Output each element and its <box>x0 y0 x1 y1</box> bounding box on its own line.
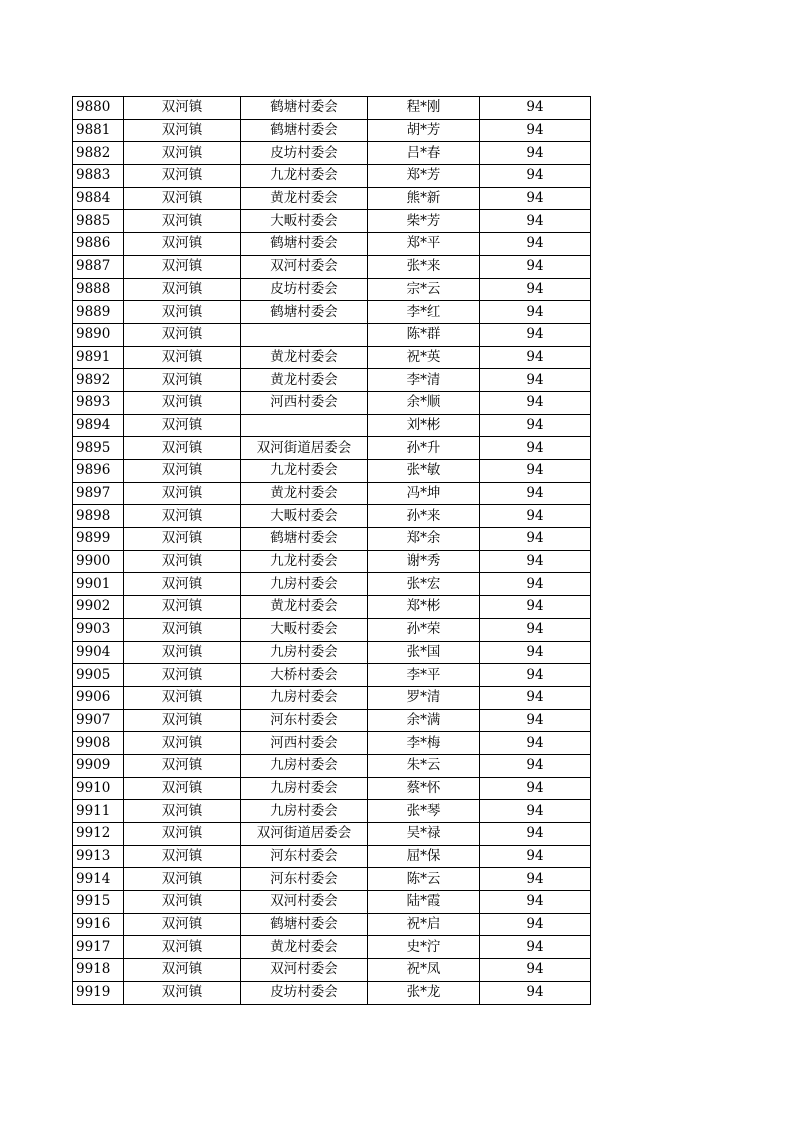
score-cell: 94 <box>480 391 591 414</box>
town-cell: 双河镇 <box>124 550 241 573</box>
town-cell: 双河镇 <box>124 845 241 868</box>
town-cell: 双河镇 <box>124 754 241 777</box>
town-cell: 双河镇 <box>124 505 241 528</box>
town-cell: 双河镇 <box>124 709 241 732</box>
person-name-cell: 朱*云 <box>368 754 480 777</box>
score-cell: 94 <box>480 323 591 346</box>
town-cell: 双河镇 <box>124 460 241 483</box>
village-cell: 九房村委会 <box>241 777 368 800</box>
table-row <box>73 868 591 891</box>
serial-number-cell: 9896 <box>73 460 124 483</box>
serial-number-cell: 9881 <box>73 119 124 142</box>
town-cell: 双河镇 <box>124 800 241 823</box>
table-row <box>73 414 591 437</box>
serial-number-cell: 9919 <box>73 981 124 1004</box>
town-cell: 双河镇 <box>124 913 241 936</box>
table-row <box>73 936 591 959</box>
score-cell: 94 <box>480 845 591 868</box>
person-name-cell: 吴*禄 <box>368 823 480 846</box>
table-row <box>73 165 591 188</box>
person-name-cell: 胡*芳 <box>368 119 480 142</box>
table-row <box>73 97 591 120</box>
person-name-cell: 孙*来 <box>368 505 480 528</box>
table-row <box>73 369 591 392</box>
score-cell: 94 <box>480 233 591 256</box>
table-row <box>73 981 591 1004</box>
person-name-cell: 张*宏 <box>368 573 480 596</box>
village-cell: 九房村委会 <box>241 573 368 596</box>
town-cell: 双河镇 <box>124 891 241 914</box>
serial-number-cell: 9902 <box>73 596 124 619</box>
village-cell: 九房村委会 <box>241 754 368 777</box>
table-row <box>73 187 591 210</box>
table-row <box>73 573 591 596</box>
village-cell: 皮坊村委会 <box>241 142 368 165</box>
village-cell: 大桥村委会 <box>241 664 368 687</box>
person-name-cell: 余*满 <box>368 709 480 732</box>
score-cell: 94 <box>480 301 591 324</box>
town-cell: 双河镇 <box>124 868 241 891</box>
town-cell: 双河镇 <box>124 414 241 437</box>
serial-number-cell: 9907 <box>73 709 124 732</box>
person-name-cell: 郑*余 <box>368 528 480 551</box>
person-name-cell: 陈*群 <box>368 323 480 346</box>
score-cell: 94 <box>480 210 591 233</box>
village-cell: 皮坊村委会 <box>241 981 368 1004</box>
serial-number-cell: 9890 <box>73 323 124 346</box>
score-cell: 94 <box>480 686 591 709</box>
score-cell: 94 <box>480 255 591 278</box>
table-row <box>73 233 591 256</box>
table-row <box>73 596 591 619</box>
person-name-cell: 陈*云 <box>368 868 480 891</box>
serial-number-cell: 9905 <box>73 664 124 687</box>
serial-number-cell: 9880 <box>73 97 124 120</box>
person-name-cell: 吕*春 <box>368 142 480 165</box>
serial-number-cell: 9909 <box>73 754 124 777</box>
table-row <box>73 482 591 505</box>
village-cell: 九房村委会 <box>241 686 368 709</box>
table-row <box>73 505 591 528</box>
village-cell: 九龙村委会 <box>241 550 368 573</box>
serial-number-cell: 9915 <box>73 891 124 914</box>
person-name-cell: 李*平 <box>368 664 480 687</box>
town-cell: 双河镇 <box>124 369 241 392</box>
person-name-cell: 张*敏 <box>368 460 480 483</box>
person-name-cell: 柴*芳 <box>368 210 480 233</box>
serial-number-cell: 9911 <box>73 800 124 823</box>
village-cell: 双河村委会 <box>241 959 368 982</box>
village-cell: 黄龙村委会 <box>241 346 368 369</box>
person-name-cell: 冯*坤 <box>368 482 480 505</box>
person-name-cell: 孙*升 <box>368 437 480 460</box>
person-name-cell: 程*刚 <box>368 97 480 120</box>
town-cell: 双河镇 <box>124 959 241 982</box>
village-cell <box>241 414 368 437</box>
town-cell: 双河镇 <box>124 641 241 664</box>
score-cell: 94 <box>480 528 591 551</box>
village-cell: 九龙村委会 <box>241 460 368 483</box>
serial-number-cell: 9903 <box>73 618 124 641</box>
person-name-cell: 李*红 <box>368 301 480 324</box>
town-cell: 双河镇 <box>124 936 241 959</box>
serial-number-cell: 9910 <box>73 777 124 800</box>
town-cell: 双河镇 <box>124 255 241 278</box>
table-row <box>73 119 591 142</box>
village-cell: 河东村委会 <box>241 868 368 891</box>
person-name-cell: 陆*霞 <box>368 891 480 914</box>
score-cell: 94 <box>480 187 591 210</box>
score-cell: 94 <box>480 913 591 936</box>
person-name-cell: 谢*秀 <box>368 550 480 573</box>
serial-number-cell: 9912 <box>73 823 124 846</box>
table-row <box>73 528 591 551</box>
table-row <box>73 550 591 573</box>
table-row <box>73 777 591 800</box>
town-cell: 双河镇 <box>124 97 241 120</box>
village-cell: 黄龙村委会 <box>241 187 368 210</box>
village-cell: 双河村委会 <box>241 891 368 914</box>
score-cell: 94 <box>480 460 591 483</box>
town-cell: 双河镇 <box>124 187 241 210</box>
town-cell: 双河镇 <box>124 142 241 165</box>
town-cell: 双河镇 <box>124 323 241 346</box>
village-cell: 河东村委会 <box>241 845 368 868</box>
person-name-cell: 祝*凤 <box>368 959 480 982</box>
table-row <box>73 959 591 982</box>
table-row <box>73 278 591 301</box>
village-cell: 河西村委会 <box>241 391 368 414</box>
serial-number-cell: 9891 <box>73 346 124 369</box>
score-cell: 94 <box>480 777 591 800</box>
score-cell: 94 <box>480 709 591 732</box>
serial-number-cell: 9906 <box>73 686 124 709</box>
town-cell: 双河镇 <box>124 823 241 846</box>
score-cell: 94 <box>480 664 591 687</box>
serial-number-cell: 9884 <box>73 187 124 210</box>
serial-number-cell: 9904 <box>73 641 124 664</box>
table-row <box>73 800 591 823</box>
serial-number-cell: 9887 <box>73 255 124 278</box>
serial-number-cell: 9913 <box>73 845 124 868</box>
serial-number-cell: 9918 <box>73 959 124 982</box>
town-cell: 双河镇 <box>124 732 241 755</box>
person-name-cell: 李*梅 <box>368 732 480 755</box>
person-name-cell: 郑*彬 <box>368 596 480 619</box>
score-cell: 94 <box>480 97 591 120</box>
person-name-cell: 张*国 <box>368 641 480 664</box>
score-cell: 94 <box>480 618 591 641</box>
person-name-cell: 张*龙 <box>368 981 480 1004</box>
person-name-cell: 罗*清 <box>368 686 480 709</box>
village-cell: 鹤塘村委会 <box>241 528 368 551</box>
serial-number-cell: 9901 <box>73 573 124 596</box>
person-name-cell: 郑*平 <box>368 233 480 256</box>
village-cell: 双河村委会 <box>241 255 368 278</box>
serial-number-cell: 9883 <box>73 165 124 188</box>
table-row <box>73 913 591 936</box>
village-cell: 大畈村委会 <box>241 210 368 233</box>
town-cell: 双河镇 <box>124 165 241 188</box>
table-row <box>73 664 591 687</box>
table-row <box>73 391 591 414</box>
village-cell: 黄龙村委会 <box>241 596 368 619</box>
town-cell: 双河镇 <box>124 119 241 142</box>
village-cell: 鹤塘村委会 <box>241 97 368 120</box>
table-row <box>73 891 591 914</box>
serial-number-cell: 9900 <box>73 550 124 573</box>
table-row <box>73 618 591 641</box>
person-name-cell: 郑*芳 <box>368 165 480 188</box>
village-cell: 鹤塘村委会 <box>241 913 368 936</box>
village-cell: 皮坊村委会 <box>241 278 368 301</box>
serial-number-cell: 9897 <box>73 482 124 505</box>
score-cell: 94 <box>480 278 591 301</box>
serial-number-cell: 9892 <box>73 369 124 392</box>
town-cell: 双河镇 <box>124 210 241 233</box>
table-row <box>73 732 591 755</box>
village-cell: 鹤塘村委会 <box>241 233 368 256</box>
town-cell: 双河镇 <box>124 437 241 460</box>
serial-number-cell: 9908 <box>73 732 124 755</box>
person-name-cell: 祝*启 <box>368 913 480 936</box>
person-name-cell: 张*来 <box>368 255 480 278</box>
score-cell: 94 <box>480 142 591 165</box>
table-row <box>73 845 591 868</box>
table-body <box>73 97 591 1005</box>
score-cell: 94 <box>480 596 591 619</box>
town-cell: 双河镇 <box>124 981 241 1004</box>
village-cell: 黄龙村委会 <box>241 936 368 959</box>
serial-number-cell: 9885 <box>73 210 124 233</box>
town-cell: 双河镇 <box>124 346 241 369</box>
serial-number-cell: 9895 <box>73 437 124 460</box>
score-cell: 94 <box>480 981 591 1004</box>
serial-number-cell: 9893 <box>73 391 124 414</box>
score-cell: 94 <box>480 119 591 142</box>
town-cell: 双河镇 <box>124 618 241 641</box>
serial-number-cell: 9898 <box>73 505 124 528</box>
town-cell: 双河镇 <box>124 596 241 619</box>
serial-number-cell: 9916 <box>73 913 124 936</box>
town-cell: 双河镇 <box>124 301 241 324</box>
town-cell: 双河镇 <box>124 391 241 414</box>
score-cell: 94 <box>480 165 591 188</box>
person-name-cell: 孙*荣 <box>368 618 480 641</box>
serial-number-cell: 9917 <box>73 936 124 959</box>
village-cell: 鹤塘村委会 <box>241 301 368 324</box>
serial-number-cell: 9889 <box>73 301 124 324</box>
score-cell: 94 <box>480 550 591 573</box>
village-cell: 双河街道居委会 <box>241 437 368 460</box>
person-name-cell: 宗*云 <box>368 278 480 301</box>
person-name-cell: 史*泞 <box>368 936 480 959</box>
table-row <box>73 301 591 324</box>
score-cell: 94 <box>480 505 591 528</box>
table-row <box>73 754 591 777</box>
village-cell: 大畈村委会 <box>241 505 368 528</box>
village-cell: 九龙村委会 <box>241 165 368 188</box>
score-cell: 94 <box>480 732 591 755</box>
serial-number-cell: 9886 <box>73 233 124 256</box>
table-row <box>73 823 591 846</box>
score-cell: 94 <box>480 959 591 982</box>
town-cell: 双河镇 <box>124 664 241 687</box>
serial-number-cell: 9899 <box>73 528 124 551</box>
score-cell: 94 <box>480 346 591 369</box>
score-cell: 94 <box>480 482 591 505</box>
town-cell: 双河镇 <box>124 573 241 596</box>
score-cell: 94 <box>480 936 591 959</box>
data-table <box>72 96 591 1005</box>
table-row <box>73 709 591 732</box>
town-cell: 双河镇 <box>124 482 241 505</box>
town-cell: 双河镇 <box>124 686 241 709</box>
score-cell: 94 <box>480 800 591 823</box>
table-row <box>73 686 591 709</box>
serial-number-cell: 9894 <box>73 414 124 437</box>
village-cell: 九房村委会 <box>241 641 368 664</box>
serial-number-cell: 9882 <box>73 142 124 165</box>
town-cell: 双河镇 <box>124 278 241 301</box>
village-cell: 黄龙村委会 <box>241 482 368 505</box>
score-cell: 94 <box>480 641 591 664</box>
table-row <box>73 437 591 460</box>
person-name-cell: 余*顺 <box>368 391 480 414</box>
score-cell: 94 <box>480 414 591 437</box>
village-cell: 九房村委会 <box>241 800 368 823</box>
serial-number-cell: 9888 <box>73 278 124 301</box>
score-cell: 94 <box>480 868 591 891</box>
village-cell: 双河街道居委会 <box>241 823 368 846</box>
table-row <box>73 346 591 369</box>
score-cell: 94 <box>480 823 591 846</box>
score-cell: 94 <box>480 573 591 596</box>
score-cell: 94 <box>480 754 591 777</box>
person-name-cell: 屈*保 <box>368 845 480 868</box>
village-cell: 大畈村委会 <box>241 618 368 641</box>
town-cell: 双河镇 <box>124 777 241 800</box>
table-row <box>73 641 591 664</box>
table-row <box>73 255 591 278</box>
village-cell: 鹤塘村委会 <box>241 119 368 142</box>
table-row <box>73 142 591 165</box>
person-name-cell: 熊*新 <box>368 187 480 210</box>
table-row <box>73 210 591 233</box>
score-cell: 94 <box>480 369 591 392</box>
person-name-cell: 刘*彬 <box>368 414 480 437</box>
person-name-cell: 蔡*怀 <box>368 777 480 800</box>
village-cell <box>241 323 368 346</box>
score-cell: 94 <box>480 437 591 460</box>
person-name-cell: 张*琴 <box>368 800 480 823</box>
village-cell: 黄龙村委会 <box>241 369 368 392</box>
table-row <box>73 460 591 483</box>
village-cell: 河东村委会 <box>241 709 368 732</box>
town-cell: 双河镇 <box>124 233 241 256</box>
person-name-cell: 祝*英 <box>368 346 480 369</box>
person-name-cell: 李*清 <box>368 369 480 392</box>
score-cell: 94 <box>480 891 591 914</box>
town-cell: 双河镇 <box>124 528 241 551</box>
village-cell: 河西村委会 <box>241 732 368 755</box>
table-row <box>73 323 591 346</box>
serial-number-cell: 9914 <box>73 868 124 891</box>
